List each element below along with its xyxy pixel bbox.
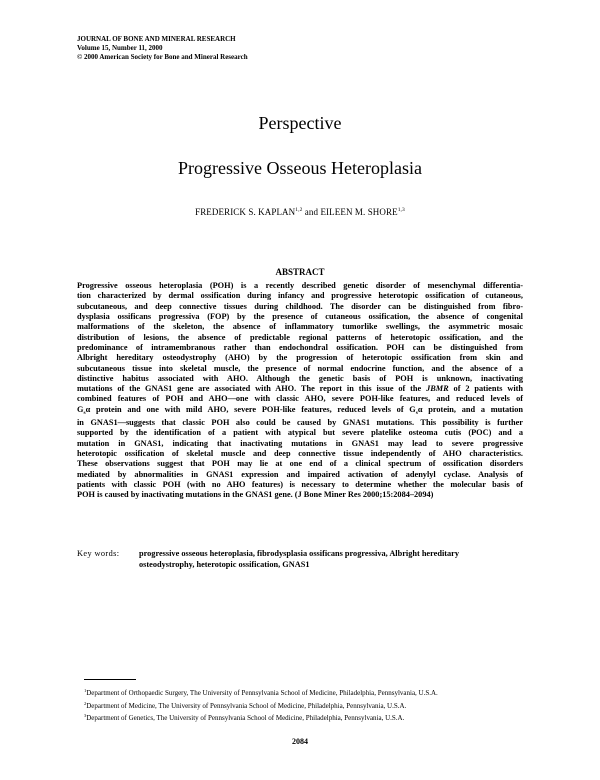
page-number: 2084 — [292, 737, 308, 746]
footnote-item — [84, 711, 438, 724]
journal-abbrev: JBMR — [426, 384, 449, 394]
author-kaplan-affiliation: 1,2 — [295, 207, 303, 213]
footnote-text: Department of Genetics, The University of Pennsylvania School of Medicine, Philadelphia, Pennsylvania, U.S.A. — [86, 714, 405, 722]
author-shore: EILEEN M. SHORE — [320, 207, 398, 217]
abstract-line-text: α protein and one with mild AHO, severe POH-like features, reduced levels of G — [85, 404, 416, 414]
footnote-number: 3 — [84, 713, 87, 718]
keywords-line: osteodystrophy, heterotopic ossification, GNAS1 — [139, 560, 310, 569]
abstract-line: malformations of the skeleton, the absence of inflammatory tumorlike swellings, the asymmetric mosaic — [77, 322, 523, 332]
author-kaplan: FREDERICK S. KAPLAN — [195, 207, 296, 217]
abstract-line: combined features of POH and AHO—one with classic AHO, severe POH-like features, and reduced levels of — [77, 394, 523, 404]
abstract-line: Albright hereditary osteodystrophy (AHO) by the progression of heterotopic ossification from skin and — [77, 353, 523, 363]
abstract-line — [77, 405, 523, 418]
abstract-line: distinctive habitus associated with AHO. Although the genetic basis of POH is unknown, inactivating — [77, 373, 523, 383]
footnote-item — [84, 686, 438, 699]
abstract-line: in GNAS1—suggests that classic POH also could be caused by GNAS1 mutations. This possibility is further — [77, 418, 523, 428]
abstract-line: mutation in GNAS1, indicating that inactivating mutations in GNAS1 may lead to severe progressive — [77, 438, 523, 448]
journal-volume: Volume 15, Number 11, 2000 — [77, 44, 163, 52]
footnote-text: Department of Medicine, The University of Pennsylvania School of Medicine, Philadelphia, Pennsylvania, U.S.A. — [86, 701, 407, 710]
author-conjunction: and — [302, 207, 321, 217]
abstract-line: supported by the identification of a patient with atypical but severe platelike osteoma cutis (POC) and a — [77, 428, 523, 438]
abstract-line: patients with classic POH (with no AHO features) is necessary to determine whether the molecular basis of — [77, 479, 523, 489]
author-line — [0, 207, 600, 217]
footnote-text: Department of Orthopaedic Surgery, The University of Pennsylvania School of Medicine, Philadelphia, Pennsylvania, U.S.A. — [86, 689, 438, 697]
journal-name: JOURNAL OF BONE AND MINERAL RESEARCH — [77, 35, 236, 43]
article-title: Progressive Osseous Heteroplasia — [178, 158, 422, 178]
author-shore-affiliation: 1,3 — [397, 207, 405, 213]
abstract-line: Progressive osseous heteroplasia (POH) is a recently described genetic disorder of mesenchymal differentia- — [77, 281, 523, 290]
abstract-line-text: of 2 patients with — [448, 384, 523, 394]
abstract-line: predominance of intramembranous rather than endochondral ossification. POH can be distinguished from — [77, 342, 523, 352]
affiliation-footnotes — [84, 686, 438, 724]
abstract-heading: ABSTRACT — [275, 267, 325, 277]
abstract-line: subcutaneous, and deep connective tissues during childhood. The disorder can be distinguished from fibro- — [77, 301, 523, 311]
abstract-line-text: G — [77, 404, 84, 414]
footnote-number: 2 — [84, 700, 87, 706]
abstract-line: tion characterized by dermal ossification during infancy and progressive heterotopic ossification of cutaneous, — [77, 291, 523, 301]
footnote-number: 1 — [84, 688, 87, 693]
abstract-line: subcutaneous tissue into skeletal muscle, the presence of normal endocrine function, and the absence of a — [77, 363, 523, 373]
abstract-line: mediated by abnormalities in GNAS1 expression and impaired activation of adenylyl cyclase. Analysis of — [77, 469, 523, 479]
abstract-line: dysplasia ossificans progressiva (FOP) by the presence of cutaneous ossification, the absence of congenital — [77, 311, 523, 321]
abstract-line: These observations suggest that POH may lie at one end of a clinical spectrum of ossification disorders — [77, 459, 523, 469]
subscript-s: s — [415, 409, 418, 416]
footnote-item — [84, 699, 438, 712]
abstract-line: heterotopic ossification of skeletal muscle and deep connective tissue independently of AHO characteristics. — [77, 449, 523, 458]
abstract-line-text: mutations of the GNAS1 gene are associated with AHO. The report in this issue of the — [77, 384, 427, 394]
abstract-line: POH is caused by inactivating mutations in the GNAS1 gene. (J Bone Miner Res 2000;15:2084–2094) — [77, 490, 434, 500]
article-category: Perspective — [258, 113, 342, 133]
abstract-line: distribution of lesions, the absence of predictable regional patterns of heterotopic ossification, and the — [77, 332, 523, 342]
keywords-label: Key words: — [77, 549, 120, 558]
footnote-divider — [84, 679, 136, 680]
keywords-line: progressive osseous heteroplasia, fibrodysplasia ossificans progressiva, Albright hereditary — [139, 549, 459, 558]
abstract-body — [77, 281, 523, 501]
journal-copyright: © 2000 American Society for Bone and Mineral Research — [77, 53, 248, 61]
abstract-line — [77, 384, 523, 394]
journal-header — [77, 35, 248, 62]
abstract-line-text: α protein, and a mutation — [417, 404, 523, 414]
subscript-s: s — [83, 409, 86, 416]
